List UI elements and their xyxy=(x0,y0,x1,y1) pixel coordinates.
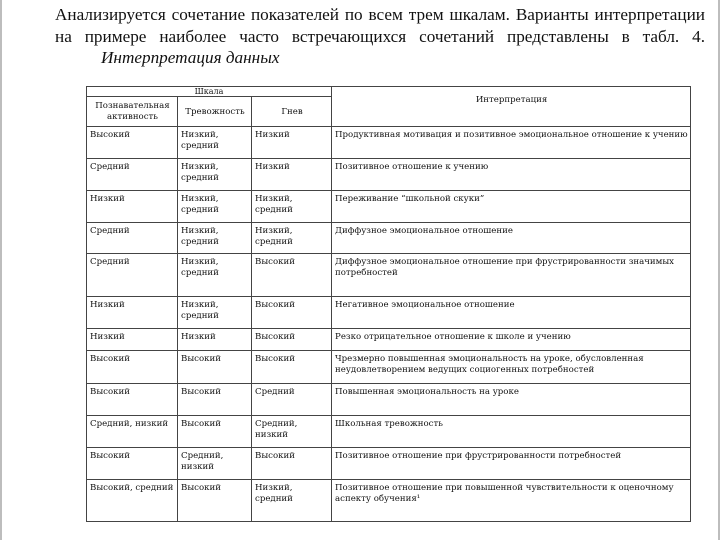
cell-interpretation: Негативное эмоциональное отношение xyxy=(332,297,691,329)
cell-anger: Высокий xyxy=(252,448,332,480)
cell-interpretation: Чрезмерно повышенная эмоциональность на уроке, обусловленная неудовлетворением ведущих социогенных потребностей xyxy=(332,351,691,384)
cell-anxiety: Высокий xyxy=(178,384,252,416)
cell-interpretation: Переживание “школьной скуки” xyxy=(332,191,691,223)
cell-cognitive: Средний xyxy=(87,254,178,297)
cell-interpretation: Позитивное отношение при фрустрированности потребностей xyxy=(332,448,691,480)
cell-anxiety: Высокий xyxy=(178,416,252,448)
cell-cognitive: Низкий xyxy=(87,297,178,329)
cell-interpretation: Повышенная эмоциональность на уроке xyxy=(332,384,691,416)
intro-paragraph xyxy=(55,4,705,69)
table-row xyxy=(87,384,691,416)
header-anger: Гнев xyxy=(252,97,332,127)
cell-anxiety: Низкий, средний xyxy=(178,159,252,191)
table-row xyxy=(87,329,691,351)
scale-group-header: Шкала xyxy=(87,87,332,97)
cell-anxiety: Низкий, средний xyxy=(178,191,252,223)
cell-interpretation: Продуктивная мотивация и позитивное эмоциональное отношение к учению xyxy=(332,127,691,159)
cell-cognitive: Высокий xyxy=(87,448,178,480)
cell-cognitive: Высокий, средний xyxy=(87,480,178,522)
cell-cognitive: Средний xyxy=(87,223,178,254)
header-anxiety: Тревожность xyxy=(178,97,252,127)
cell-anger: Средний xyxy=(252,384,332,416)
cell-interpretation: Диффузное эмоциональное отношение xyxy=(332,223,691,254)
table-row xyxy=(87,416,691,448)
cell-anxiety: Высокий xyxy=(178,480,252,522)
table-title: Интерпретация данных xyxy=(101,48,280,67)
table-row xyxy=(87,127,691,159)
table-body xyxy=(87,127,691,522)
table-row xyxy=(87,480,691,522)
cell-cognitive: Высокий xyxy=(87,127,178,159)
cell-anxiety: Высокий xyxy=(178,351,252,384)
cell-cognitive: Средний xyxy=(87,159,178,191)
cell-interpretation: Резко отрицательное отношение к школе и учению xyxy=(332,329,691,351)
cell-anger: Высокий xyxy=(252,351,332,384)
cell-cognitive: Высокий xyxy=(87,384,178,416)
cell-interpretation: Школьная тревожность xyxy=(332,416,691,448)
header-cognitive: Познавательная активность xyxy=(87,97,178,127)
cell-anxiety: Низкий, средний xyxy=(178,127,252,159)
cell-cognitive: Высокий xyxy=(87,351,178,384)
cell-cognitive: Средний, низкий xyxy=(87,416,178,448)
cell-anger: Высокий xyxy=(252,329,332,351)
cell-anger: Высокий xyxy=(252,254,332,297)
cell-cognitive: Низкий xyxy=(87,191,178,223)
cell-anxiety: Низкий xyxy=(178,329,252,351)
cell-interpretation: Позитивное отношение при повышенной чувствительности к оценочному аспекту обучения¹ xyxy=(332,480,691,522)
cell-anxiety: Низкий, средний xyxy=(178,254,252,297)
cell-anger: Низкий xyxy=(252,159,332,191)
cell-anger: Средний, низкий xyxy=(252,416,332,448)
cell-anger: Низкий, средний xyxy=(252,191,332,223)
table-row xyxy=(87,297,691,329)
cell-anxiety: Низкий, средний xyxy=(178,297,252,329)
cell-interpretation: Позитивное отношение к учению xyxy=(332,159,691,191)
cell-anger: Высокий xyxy=(252,297,332,329)
cell-anxiety: Средний, низкий xyxy=(178,448,252,480)
header-interpretation: Интерпретация xyxy=(332,87,691,127)
cell-anger: Низкий, средний xyxy=(252,480,332,522)
table-row xyxy=(87,159,691,191)
table-row xyxy=(87,191,691,223)
table-row xyxy=(87,351,691,384)
intro-text: Анализируется сочетание показателей по всем трем шкалам. Варианты интерпретации на примере наиболее часто встречающихся сочетаний представлены в табл. 4. xyxy=(55,5,705,46)
cell-interpretation: Диффузное эмоциональное отношение при фрустрированности значимых потребностей xyxy=(332,254,691,297)
cell-anger: Низкий xyxy=(252,127,332,159)
interpretation-table xyxy=(86,86,691,522)
table-row xyxy=(87,448,691,480)
table-row xyxy=(87,254,691,297)
cell-anger: Низкий, средний xyxy=(252,223,332,254)
table-row xyxy=(87,223,691,254)
cell-cognitive: Низкий xyxy=(87,329,178,351)
cell-anxiety: Низкий, средний xyxy=(178,223,252,254)
